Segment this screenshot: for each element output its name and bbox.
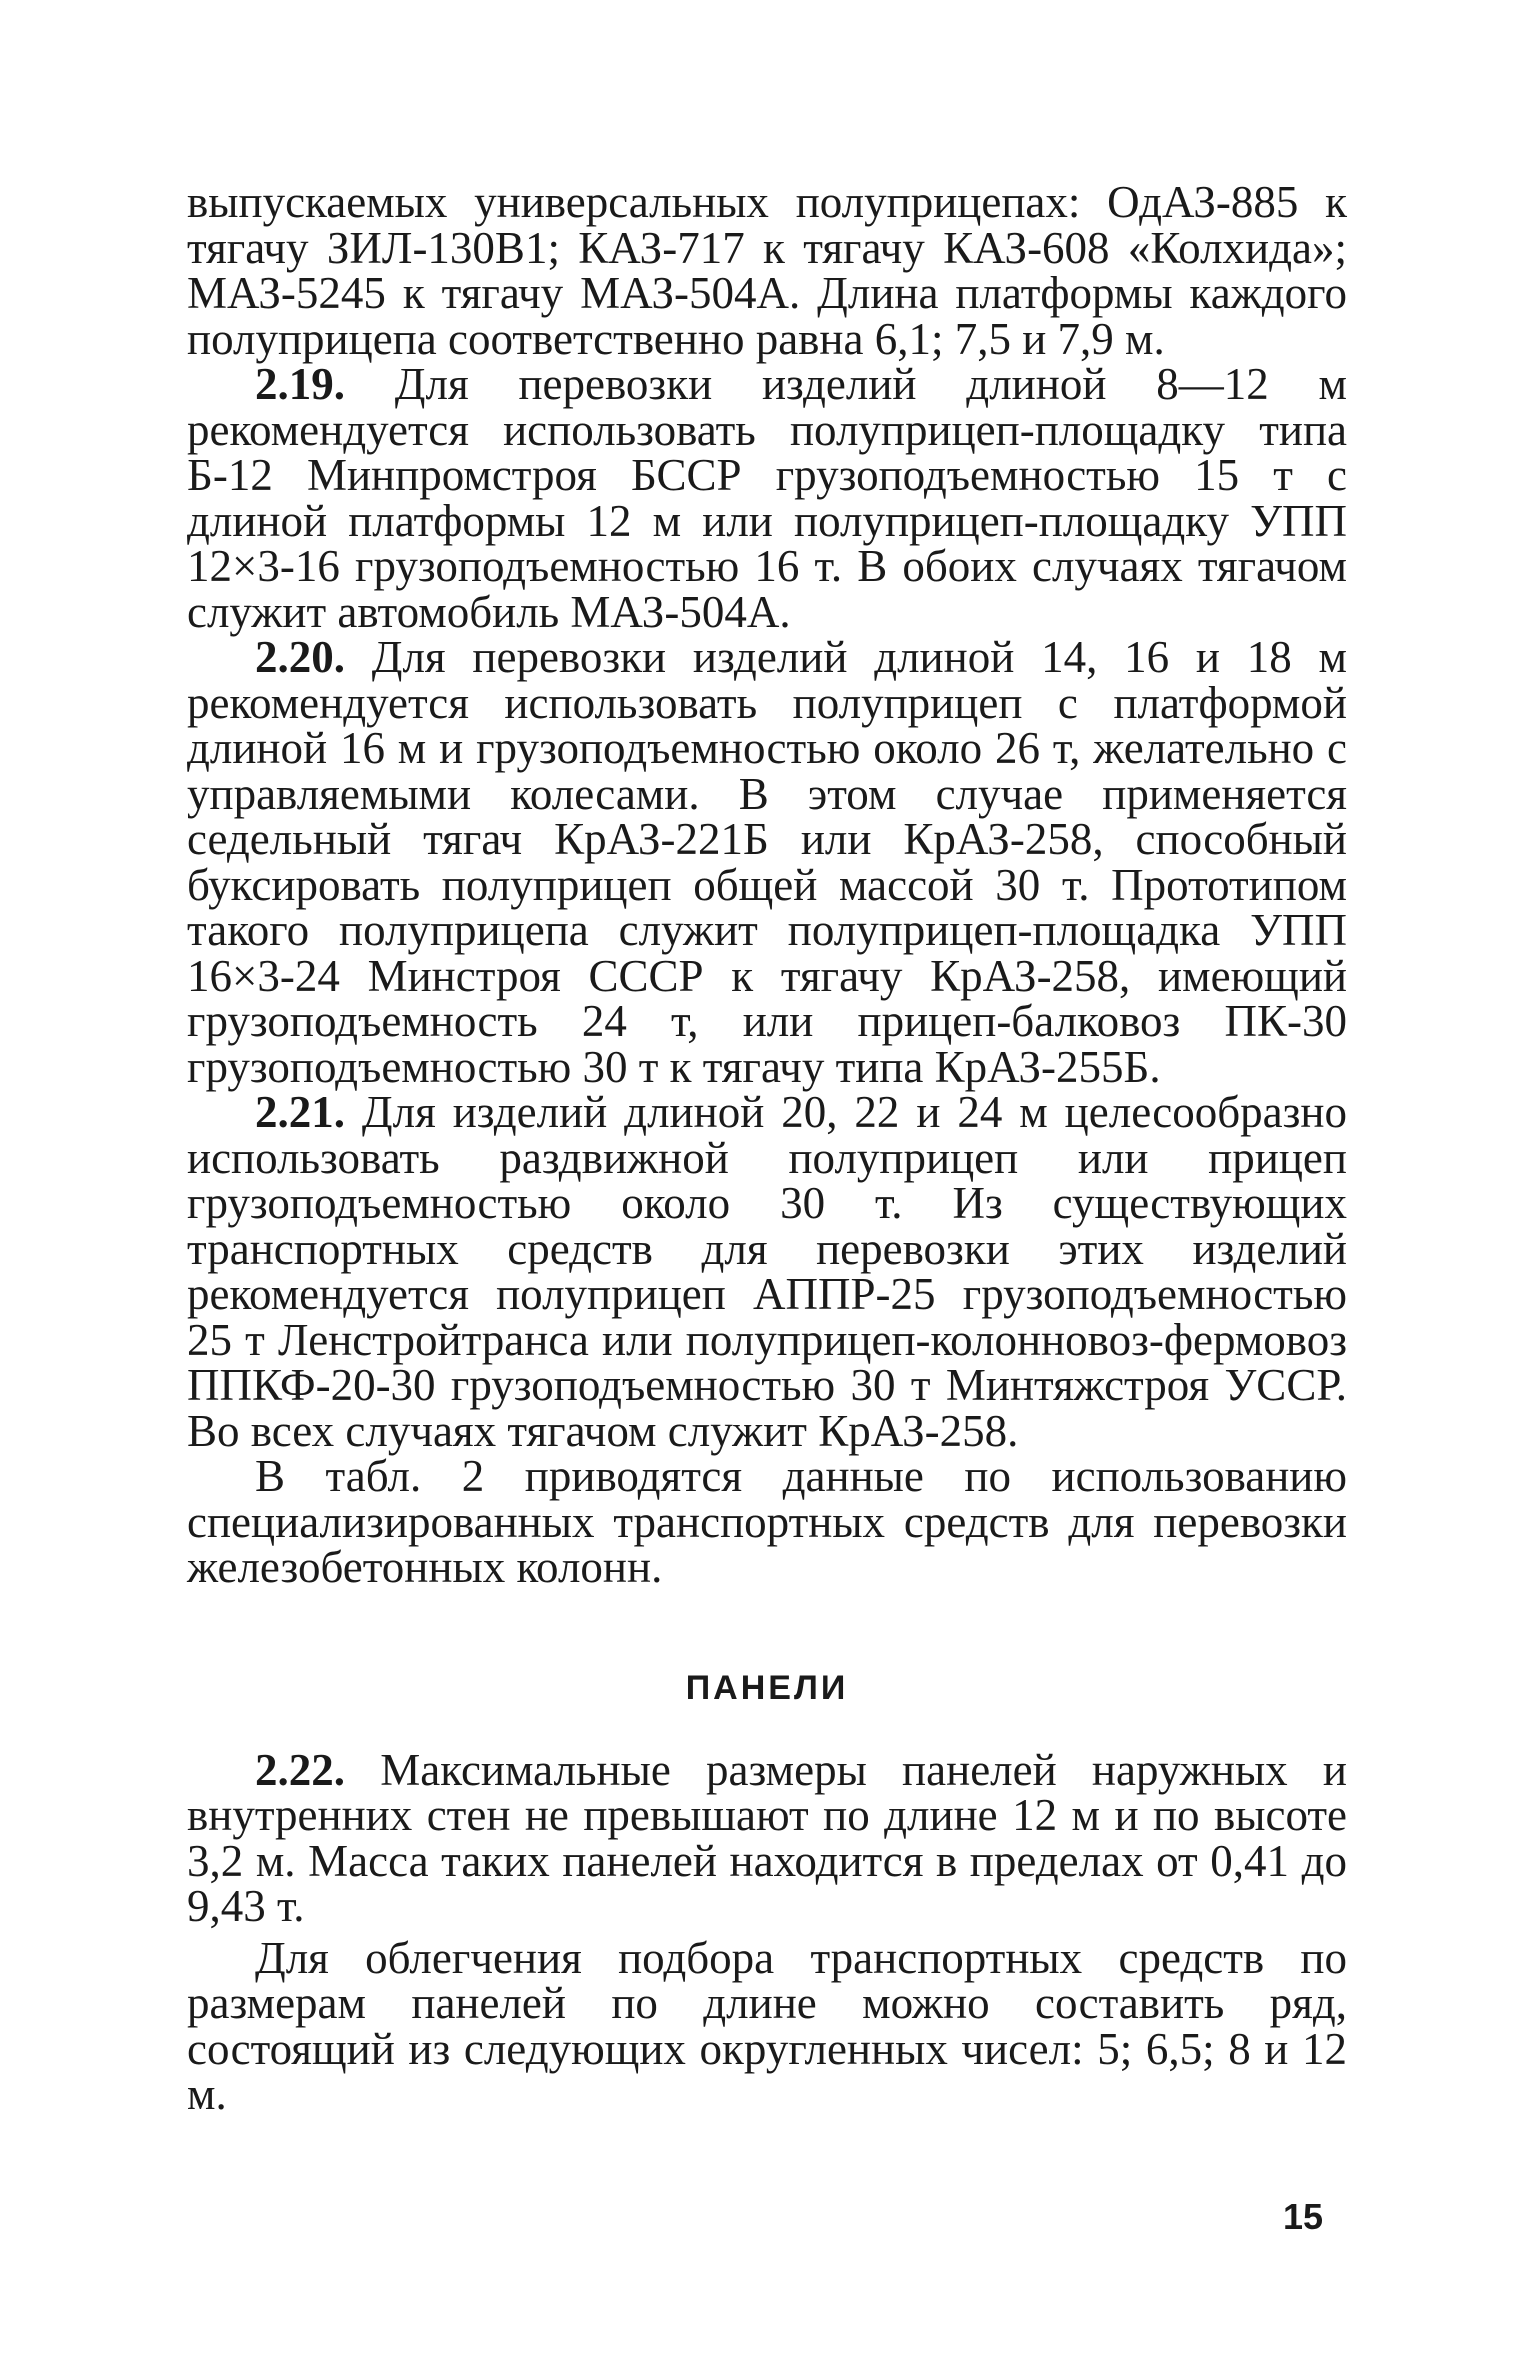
paragraph-text: Для перевозки изделий длиной 14, 16 и 18 м рекомендуется использовать полуприцеп с платформой длиной 16 м и грузоподъемностью около 26 т, желательно с управляемыми колесами. В этом случае применяется седельный тягач КрАЗ-221Б или КрАЗ-258, способный буксировать полуприцеп общей массой 30 т. Прототипом такого полуприцепа служит полуприцеп-площадка УПП 16×3-24 Минстроя СССР к тягачу КрАЗ-258, имеющий грузоподъемность 24 т, или прицеп-балковоз ПК-30 грузоподъемностью 30 т к тягачу типа КрАЗ-255Б. bbox=[187, 632, 1347, 1092]
paragraph-2-22 bbox=[187, 1744, 1347, 1931]
paragraph-continuation bbox=[187, 177, 1347, 364]
page-body bbox=[187, 177, 1347, 2119]
paragraph-2-20 bbox=[187, 632, 1347, 1092]
paragraph-2-21 bbox=[187, 1087, 1347, 1456]
page-number: 15 bbox=[1283, 2196, 1324, 2237]
paragraph-text: В табл. 2 приводятся данные по использованию специализированных транспортных средств для перевозки железобетонных колонн. bbox=[187, 1451, 1347, 1592]
paragraph-table-reference bbox=[187, 1451, 1347, 1592]
paragraph-text: Максимальные размеры панелей наружных и внутренних стен не превышают по длине 12 м и по высоте 3,2 м. Масса таких панелей находится в пределах от 0,41 до 9,43 т. bbox=[187, 1744, 1347, 1931]
paragraph-number: 2.19. bbox=[255, 359, 345, 409]
paragraph-text: Для перевозки изделий длиной 8—12 м рекомендуется использовать полуприцеп-площадку типа Б-12 Минпромстроя БССР грузоподъемностью 15 т с длиной платформы 12 м или полуприцеп-площадку УПП 12×3-16 грузоподъемностью 16 т. В обоих случаях тягачом служит автомобиль МАЗ-504А. bbox=[187, 359, 1347, 637]
paragraph-number: 2.20. bbox=[255, 632, 345, 682]
paragraph-number: 2.21. bbox=[255, 1087, 345, 1137]
paragraph-text: Для облегчения подбора транспортных средств по размерам панелей по длине можно составить ряд, состоящий из следующих округленных чисел: 5; 6,5; 8 и 12 м. bbox=[187, 1932, 1347, 2119]
paragraph-2-19 bbox=[187, 359, 1347, 637]
paragraph-text: Для изделий длиной 20, 22 и 24 м целесообразно использовать раздвижной полуприцеп или прицеп грузоподъемностью около 30 т. Из существующих транспортных средств для перевозки этих изделий рекомендуется полуприцеп АППР-25 грузоподъемностью 25 т Ленстройтранса или полуприцеп-колонновоз-фермовоз ППКФ-20-30 грузоподъемностью 30 т Минтяжстроя УССР. Во всех случаях тягачом служит КрАЗ-258. bbox=[187, 1087, 1347, 1456]
paragraph-number: 2.22. bbox=[255, 1744, 345, 1795]
section-heading: ПАНЕЛИ bbox=[685, 1668, 849, 1707]
paragraph-panel-sizes bbox=[187, 1932, 1347, 2119]
paragraph-text: выпускаемых универсальных полуприцепах: ОдАЗ-885 к тягачу ЗИЛ-130В1; КАЗ-717 к тягачу КАЗ-608 «Колхида»; МАЗ-5245 к тягачу МАЗ-504А. Длина платформы каждого полуприцепа соответственно равна 6,1; 7,5 и 7,9 м. bbox=[187, 177, 1347, 364]
